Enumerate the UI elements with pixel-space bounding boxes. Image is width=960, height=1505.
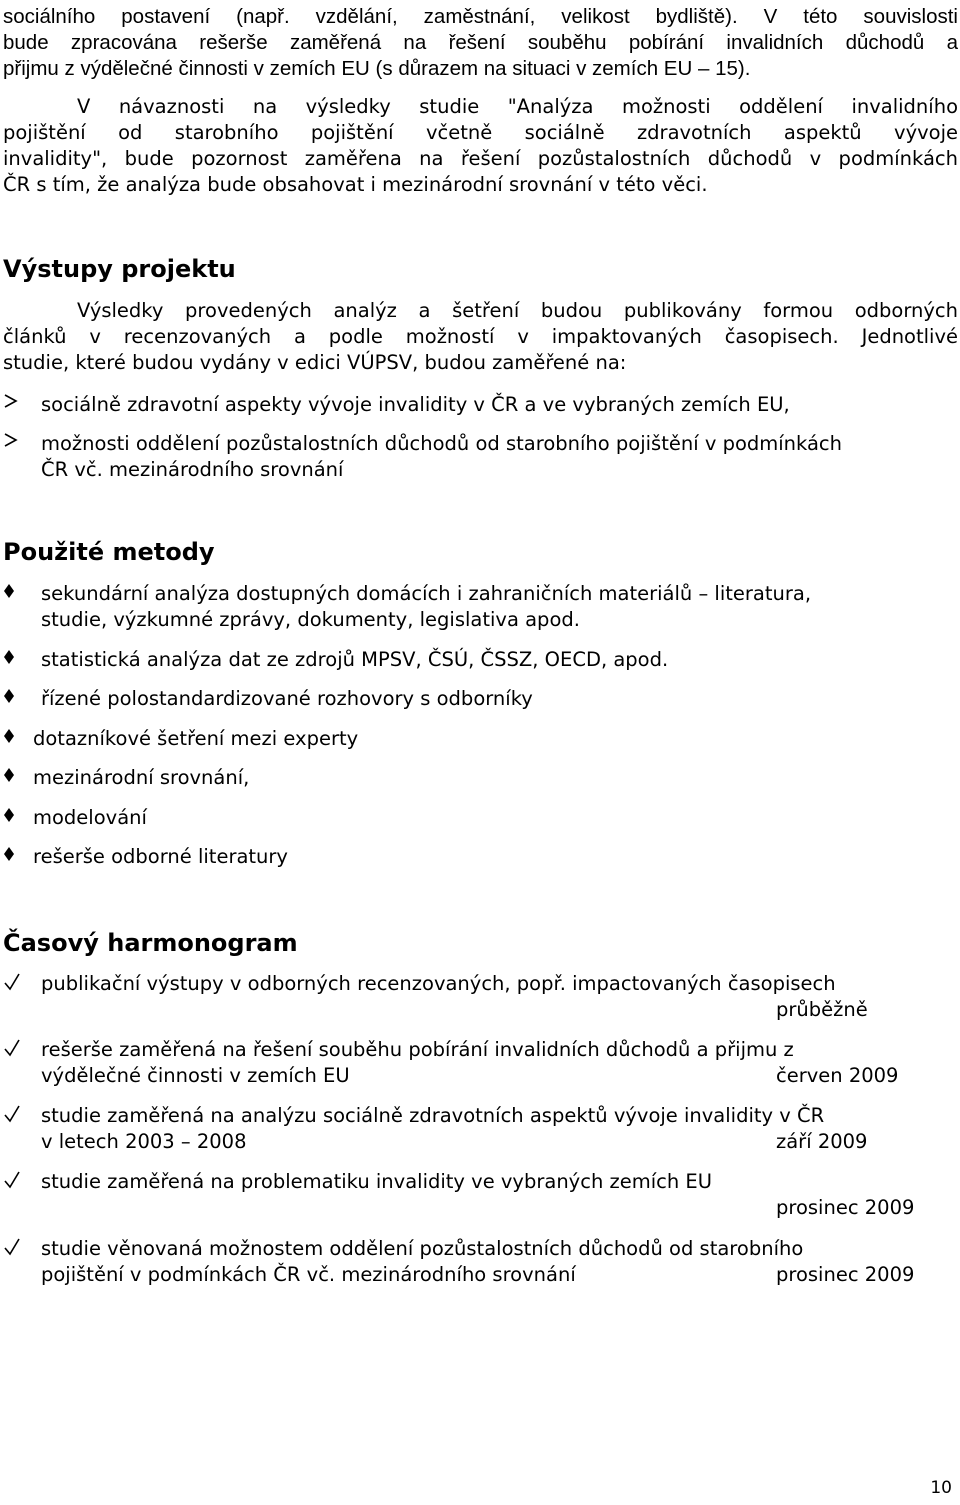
diamond-bullet-icon xyxy=(3,647,15,675)
intro-line: bude zpracována rešerše zaměřená na řešení souběhu pobírání invalidních důchodů a xyxy=(3,31,958,54)
para2-line: V návaznosti na výsledky studie "Analýza možnosti oddělení invalidního xyxy=(77,95,958,118)
diamond-bullet-icon xyxy=(3,844,15,872)
harmonogram-date: září 2009 xyxy=(776,1130,868,1153)
metody-item: statistická analýza dat ze zdrojů MPSV, ČSÚ, ČSSZ, OECD, apod. xyxy=(41,648,669,671)
diamond-bullet-icon xyxy=(3,686,15,714)
harmonogram-item-cont: výdělečné činnosti v zemích EU xyxy=(41,1064,350,1087)
metody-item: rešerše odborné literatury xyxy=(33,845,288,868)
vystupy-bullet-cont: ČR vč. mezinárodního srovnání xyxy=(41,458,344,481)
para2-line: invalidity", bude pozornost zaměřena na řešení pozůstalostních důchodů v podmínkách xyxy=(3,147,958,170)
harmonogram-date: prosinec 2009 xyxy=(776,1196,915,1219)
diamond-bullet-icon xyxy=(3,765,15,793)
harmonogram-item: rešerše zaměřená na řešení souběhu pobírání invalidních důchodů a přijmu z xyxy=(41,1038,794,1061)
harmonogram-item: studie věnovaná možnostem oddělení pozůstalostních důchodů od starobního xyxy=(41,1237,804,1260)
harmonogram-item-cont: v letech 2003 – 2008 xyxy=(41,1130,247,1153)
harmonogram-item: studie zaměřená na problematiku invalidity ve vybraných zemích EU xyxy=(41,1170,713,1193)
checkmark-icon xyxy=(3,1103,21,1133)
para2-line: pojištění od starobního pojištění včetně sociálně zdravotních aspektů vývoje xyxy=(3,121,958,144)
intro-line: přijmu z výdělečné činnosti v zemích EU (s důrazem na situaci v zemích EU – 15). xyxy=(3,57,751,80)
arrow-bullet-icon xyxy=(3,430,19,458)
page-number: 10 xyxy=(930,1478,952,1498)
harmonogram-date: prosinec 2009 xyxy=(776,1263,915,1286)
intro-line: sociálního postavení (např. vzdělání, zaměstnání, velikost bydliště). V této souvislosti xyxy=(3,5,958,28)
heading-harmonogram: Časový harmonogram xyxy=(3,929,298,957)
checkmark-icon xyxy=(3,1236,21,1266)
vystupy-line: Výsledky provedených analýz a šetření budou publikovány formou odborných xyxy=(77,299,958,322)
metody-item-cont: studie, výzkumné zprávy, dokumenty, legislativa apod. xyxy=(41,608,580,631)
harmonogram-item-cont: pojištění v podmínkách ČR vč. mezinárodního srovnání xyxy=(41,1263,576,1286)
metody-item: mezinárodní srovnání, xyxy=(33,766,250,789)
metody-item: dotazníkové šetření mezi experty xyxy=(33,727,359,750)
harmonogram-item: studie zaměřená na analýzu sociálně zdravotních aspektů vývoje invalidity v ČR xyxy=(41,1104,825,1127)
diamond-bullet-icon xyxy=(3,581,15,609)
harmonogram-item: publikační výstupy v odborných recenzovaných, popř. impactovaných časopisech xyxy=(41,972,836,995)
diamond-bullet-icon xyxy=(3,805,15,833)
harmonogram-date: průběžně xyxy=(776,998,868,1021)
para2-line: ČR s tím, že analýza bude obsahovat i mezinárodní srovnání v této věci. xyxy=(3,173,708,196)
vystupy-line: studie, které budou vydány v edici VÚPSV, budou zaměřené na: xyxy=(3,351,627,374)
harmonogram-date: červen 2009 xyxy=(776,1064,899,1087)
metody-item: modelování xyxy=(33,806,147,829)
diamond-bullet-icon xyxy=(3,726,15,754)
heading-metody: Použité metody xyxy=(3,538,215,566)
vystupy-line: článků v recenzovaných a podle možností v impaktovaných časopisech. Jednotlivé xyxy=(3,325,958,348)
vystupy-bullet: možnosti oddělení pozůstalostních důchodů od starobního pojištění v podmínkách xyxy=(41,432,843,455)
heading-vystupy: Výstupy projektu xyxy=(3,255,236,283)
metody-item: sekundární analýza dostupných domácích i zahraničních materiálů – literatura, xyxy=(41,582,812,605)
arrow-bullet-icon xyxy=(3,391,19,419)
vystupy-bullet: sociálně zdravotní aspekty vývoje invalidity v ČR a ve vybraných zemích EU, xyxy=(41,393,790,416)
checkmark-icon xyxy=(3,971,21,1001)
metody-item: řízené polostandardizované rozhovory s odborníky xyxy=(41,687,533,710)
checkmark-icon xyxy=(3,1037,21,1067)
checkmark-icon xyxy=(3,1169,21,1199)
